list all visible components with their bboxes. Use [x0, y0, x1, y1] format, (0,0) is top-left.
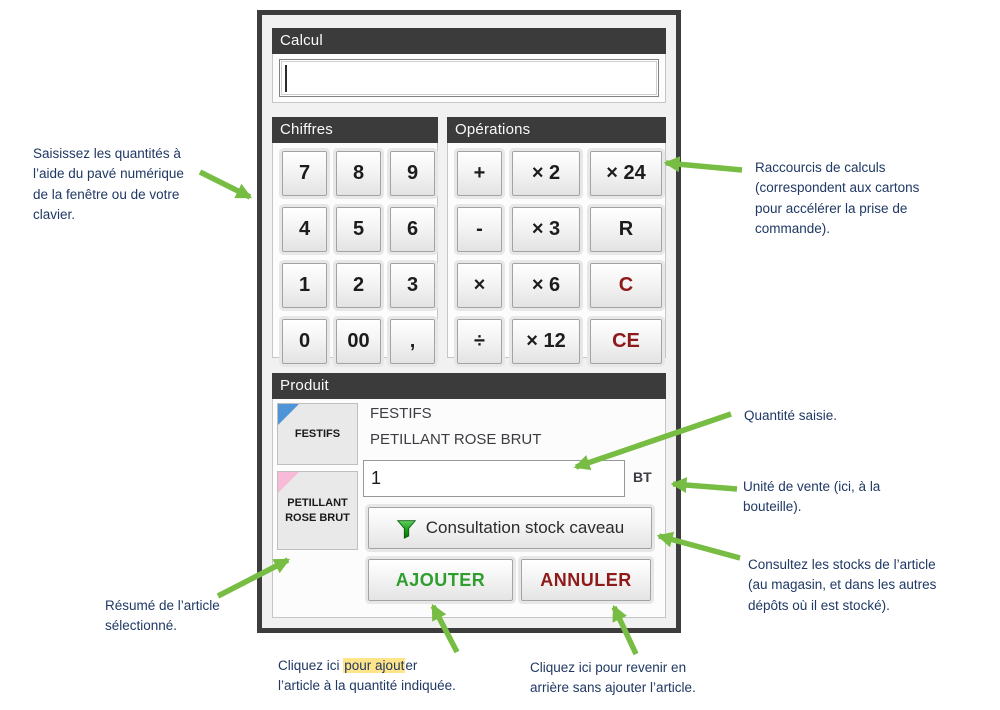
note-stock: Consultez les stocks de l’article (au magasin, et dans les autres dépôts où il est stocké). — [748, 557, 937, 613]
key-00[interactable]: 00 — [336, 319, 381, 364]
category-tile-festifs[interactable] — [277, 403, 358, 465]
cancel-button-label: ANNULER — [540, 569, 632, 590]
operations-keypad — [448, 143, 665, 357]
blue-corner-marker — [278, 404, 299, 425]
note-numpad: Saisissez les quantités à l’aide du pavé numérique de la fenêtre ou de votre clavier. — [33, 146, 184, 222]
note-unit: Unité de vente (ici, à la bouteille). — [743, 479, 881, 515]
pink-corner-marker — [278, 472, 299, 493]
selected-article-label: PETILLANT ROSE BRUT — [370, 431, 542, 448]
key-1[interactable]: 1 — [282, 263, 327, 308]
key-divide[interactable]: ÷ — [457, 319, 502, 364]
arrow-numpad — [200, 172, 250, 197]
calcul-group-title: Calcul — [272, 28, 666, 54]
produit-group-body — [272, 399, 666, 618]
key-9[interactable]: 9 — [390, 151, 435, 196]
note-shortcuts: Raccourcis de calculs (correspondent aux cartons pour accélérer la prise de commande). — [755, 160, 920, 236]
operations-group — [447, 117, 666, 358]
selected-category-label: FESTIFS — [370, 405, 432, 422]
key-multiply[interactable]: × — [457, 263, 502, 308]
note-add: Cliquez ici pour ajouter l’article à la quantité indiquée. — [278, 658, 456, 694]
key-times-3[interactable]: × 3 — [512, 207, 580, 252]
key-minus[interactable]: - — [457, 207, 502, 252]
chiffres-group — [272, 117, 438, 358]
key-4[interactable]: 4 — [282, 207, 327, 252]
key-8[interactable]: 8 — [336, 151, 381, 196]
note-cancel: Cliquez ici pour revenir en arrière sans ajouter l’article. — [530, 660, 696, 696]
article-tile-petillant-rose-brut[interactable] — [277, 471, 358, 550]
stock-consultation-button[interactable] — [368, 507, 652, 549]
key-0[interactable]: 0 — [282, 319, 327, 364]
add-button[interactable] — [368, 559, 513, 601]
article-tile-label: PETILLANT ROSE BRUT — [285, 497, 350, 524]
key-5[interactable]: 5 — [336, 207, 381, 252]
calcul-group-body — [272, 54, 666, 103]
text-caret — [285, 65, 287, 92]
operations-group-title: Opérations — [447, 117, 666, 143]
quantity-input[interactable] — [363, 460, 625, 497]
key-times-24[interactable]: × 24 — [590, 151, 662, 196]
key-2[interactable]: 2 — [336, 263, 381, 308]
key-times-12[interactable]: × 12 — [512, 319, 580, 364]
key-ce[interactable]: CE — [590, 319, 662, 364]
note-summary: Résumé de l’article sélectionné. — [105, 598, 220, 634]
note-add-line1: Cliquez ici pour ajouter — [278, 658, 418, 673]
note-quantity: Quantité saisie. — [744, 408, 838, 423]
key-times-2[interactable]: × 2 — [512, 151, 580, 196]
calcul-group — [272, 28, 666, 103]
chiffres-group-title: Chiffres — [272, 117, 438, 143]
unit-label: BT — [633, 469, 652, 485]
filter-funnel-icon — [396, 518, 417, 539]
arrow-unit — [673, 484, 737, 489]
category-tile-label: FESTIFS — [294, 427, 341, 440]
operations-group-body — [447, 143, 666, 358]
calculator-window — [257, 10, 681, 633]
produit-group-title: Produit — [272, 373, 666, 399]
cancel-button[interactable] — [521, 559, 651, 601]
key-r[interactable]: R — [590, 207, 662, 252]
key-3[interactable]: 3 — [390, 263, 435, 308]
add-button-label: AJOUTER — [395, 569, 486, 590]
key-times-6[interactable]: × 6 — [512, 263, 580, 308]
highlighted-text: pour ajout — [344, 658, 405, 673]
key-6[interactable]: 6 — [390, 207, 435, 252]
key-7[interactable]: 7 — [282, 151, 327, 196]
key-comma[interactable]: , — [390, 319, 435, 364]
calcul-input[interactable] — [279, 59, 659, 97]
key-c[interactable]: C — [590, 263, 662, 308]
chiffres-group-body — [272, 143, 438, 358]
numeric-keypad — [273, 143, 437, 357]
key-plus[interactable]: + — [457, 151, 502, 196]
stock-consultation-label: Consultation stock caveau — [425, 518, 625, 537]
produit-group — [272, 373, 666, 618]
